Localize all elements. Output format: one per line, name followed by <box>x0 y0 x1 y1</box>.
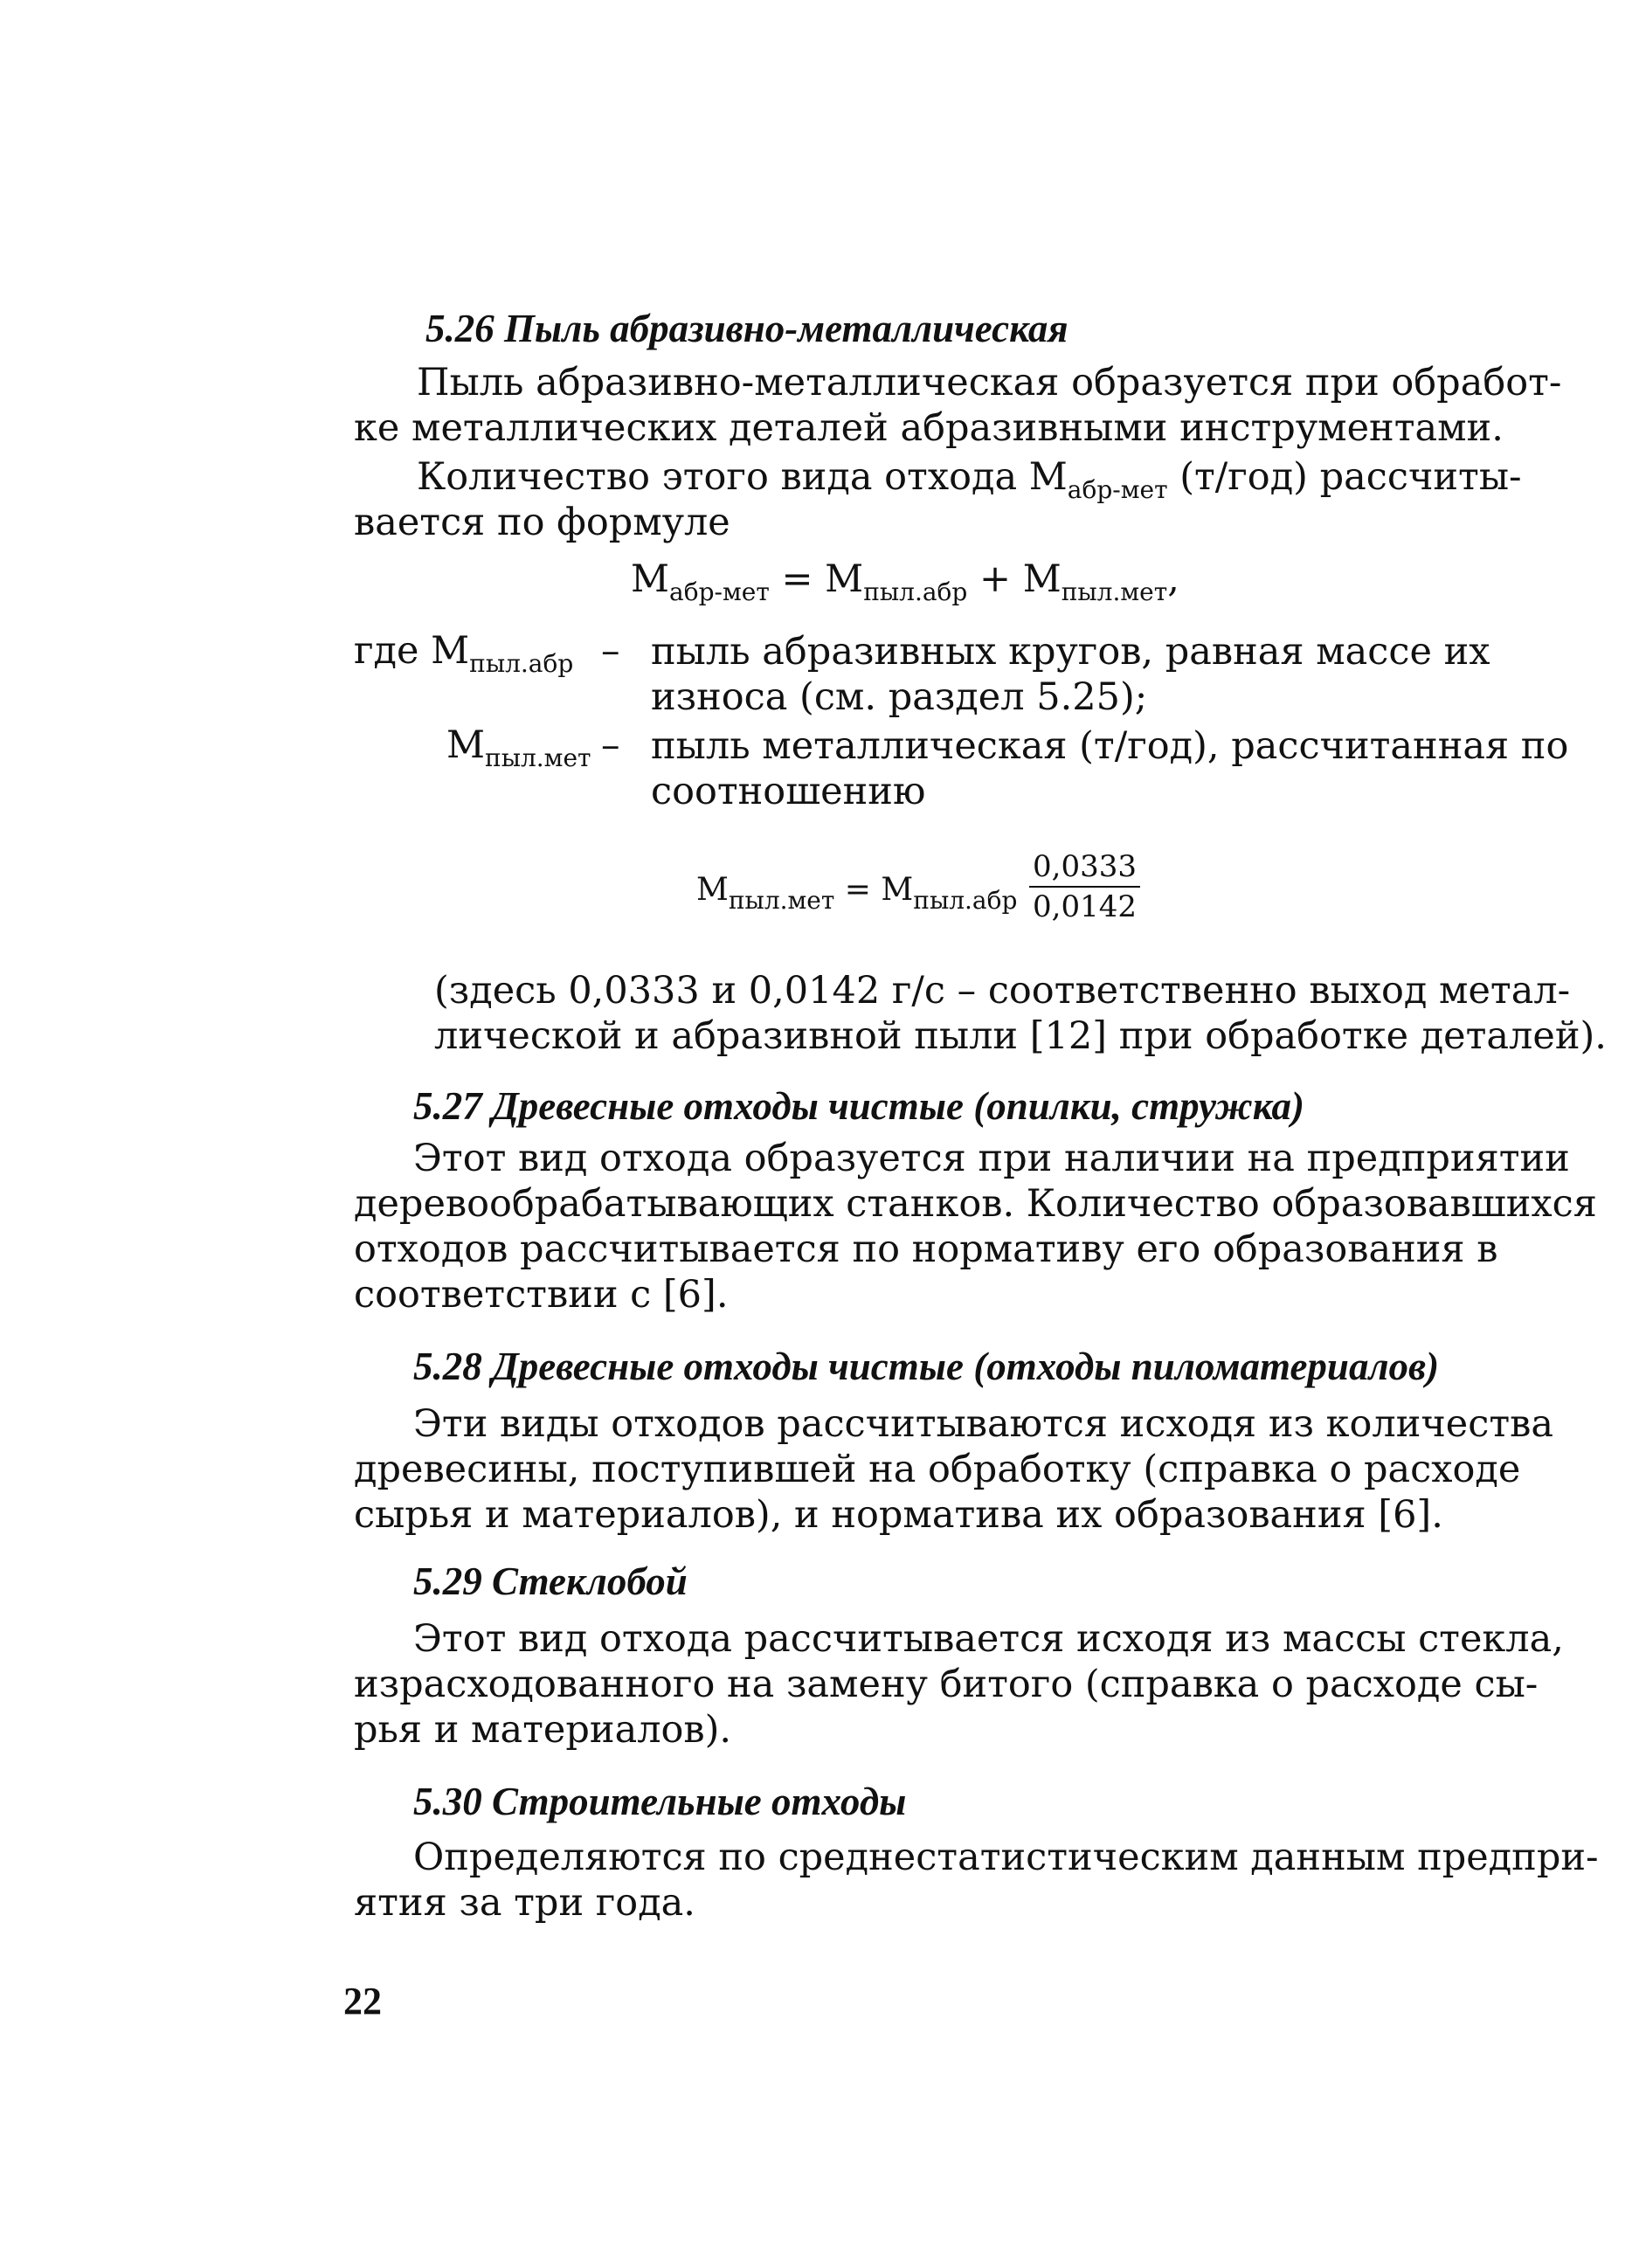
paragraph-5-30 <box>354 1835 1599 1926</box>
subscript: абр-мет <box>1067 475 1168 504</box>
formula-2-fraction <box>1029 849 1140 924</box>
symbol: = М <box>769 557 864 601</box>
text-line: Этот вид отхода образуется при наличии на предприятии <box>413 1137 1570 1180</box>
subscript: абр-мет <box>669 577 770 606</box>
text-line: Эти виды отходов рассчитываются исходя из количества <box>413 1402 1553 1446</box>
formula-1 <box>631 557 1179 606</box>
paragraph-5-26-quantity <box>354 454 1522 545</box>
text-line: рья и материалов). <box>354 1708 732 1752</box>
where-label <box>354 629 574 678</box>
section-heading-5-30: 5.30 Строительные отходы <box>413 1780 907 1823</box>
paragraph-5-26-intro <box>354 360 1562 451</box>
text-line: (здесь 0,0333 и 0,0142 г/с – соответственно выход метал- <box>434 969 1571 1013</box>
text-line: лической и абразивной пыли [12] при обработке деталей). <box>434 1014 1607 1058</box>
subscript: пыл.мет <box>728 886 835 915</box>
text-line: ятия за три года. <box>354 1881 695 1925</box>
section-heading-5-29: 5.29 Стеклобой <box>413 1559 688 1603</box>
definition-1 <box>651 629 1490 720</box>
subscript: пыл.абр <box>863 577 968 606</box>
text-line: износа (см. раздел 5.25); <box>651 675 1148 719</box>
formula-2-lhs <box>696 872 1018 915</box>
text-line: пыль металлическая (т/год), рассчитанная по <box>651 724 1569 768</box>
symbol: М <box>631 557 670 601</box>
symbol: , <box>1167 557 1179 601</box>
definition-2 <box>651 723 1569 814</box>
text-line <box>354 454 1522 504</box>
paragraph-5-28 <box>354 1401 1553 1538</box>
text: где М <box>354 629 470 673</box>
text-line: Этот вид отхода рассчитывается исходя из массы стекла, <box>413 1617 1564 1661</box>
section-heading-5-27: 5.27 Древесные отходы чистые (опилки, стружка) <box>413 1084 1304 1128</box>
symbol: + М <box>967 557 1062 601</box>
numerator: 0,0333 <box>1029 849 1140 888</box>
subscript: пыл.абр <box>469 649 574 678</box>
text: Количество этого вида отхода М <box>417 455 1068 499</box>
subscript: пыл.мет <box>1061 577 1168 606</box>
paragraph-5-27 <box>354 1136 1597 1317</box>
text-line: Пыль абразивно-металлическая образуется при обработ- <box>417 361 1562 405</box>
subscript: пыл.мет <box>485 743 591 772</box>
text-line: соответствии с [6]. <box>354 1273 729 1317</box>
section-heading-5-26: 5.26 Пыль абразивно-металлическая <box>425 307 1068 350</box>
text-line: ке металлических деталей абразивными инструментами. <box>354 406 1504 450</box>
dash: – <box>601 629 620 673</box>
paragraph-5-29 <box>354 1616 1564 1753</box>
text: М <box>446 723 486 767</box>
dash: – <box>601 723 620 767</box>
text-line: пыль абразивных кругов, равная массе их <box>651 630 1490 674</box>
subscript: пыл.абр <box>913 886 1018 915</box>
text-line: израсходованного на замену битого (справка о расходе сы- <box>354 1663 1539 1706</box>
symbol: М <box>696 872 729 908</box>
text-line: Определяются по среднестатистическим данным предпри- <box>413 1836 1599 1879</box>
symbol-m-pyl-met <box>446 723 591 772</box>
paragraph-5-26-note <box>354 968 1607 1059</box>
symbol: = М <box>834 872 914 908</box>
denominator: 0,0142 <box>1033 889 1137 924</box>
text-line: деревообрабатывающих станков. Количество образовавшихся <box>354 1182 1597 1226</box>
section-heading-5-28: 5.28 Древесные отходы чистые (отходы пиломатериалов) <box>413 1345 1440 1388</box>
text-line: вается по формуле <box>354 501 730 544</box>
text-line: отходов рассчитывается по нормативу его образования в <box>354 1227 1498 1271</box>
text: (т/год) рассчиты- <box>1167 455 1522 499</box>
text-line: древесины, поступившей на обработку (справка о расходе <box>354 1448 1521 1491</box>
page-number: 22 <box>343 1980 382 2023</box>
text-line: сырья и материалов), и норматива их образования [6]. <box>354 1493 1443 1537</box>
text-line: соотношению <box>651 770 926 813</box>
